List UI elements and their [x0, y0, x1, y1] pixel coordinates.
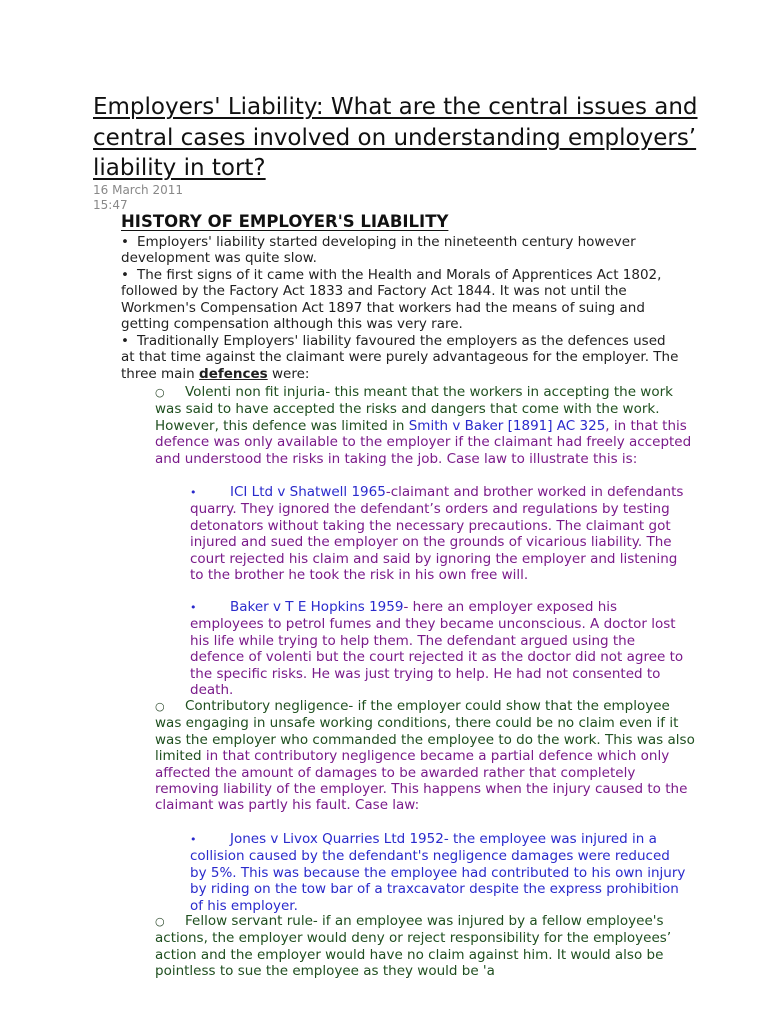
case-description: -claimant and brother worked in defendants quarry. They ignored the defendant’s orders and regulations by testing detonators without taking the necessary precautions. The claimant got injured and sued the employer on the grounds of vicarious liability. The court rejected his claim and said by ignoring the employer and listening to the brother he took the risk in his own free will. [190, 484, 684, 584]
page-title: Employers' Liability: What are the central issues and central cases involved on understanding employers’ liability in tort? [93, 94, 698, 181]
defence-contributory-negligence [155, 698, 700, 814]
bullet-icon: • [190, 833, 197, 846]
defence-volenti [155, 384, 700, 467]
hollow-bullet-icon: ○ [155, 915, 165, 928]
note-date: 16 March 2011 [93, 183, 184, 197]
bullet-icon: • [121, 267, 129, 283]
case-description: - the employee was injured in a collision caused by the defendant's negligence damages were reduced by 5%. This was because the employee had contributed to his own injury by riding on the tow bar of a traxcavator despite the express prohibition of his employer. [190, 831, 686, 914]
bullet-text-end: were: [267, 365, 310, 382]
case-smith-v-baker: Smith v Baker [1891] AC 325 [408, 417, 606, 434]
defences-emphasis: defences [199, 365, 268, 382]
bullet-text: Traditionally Employers' liability favoured the employers as the defences used at that time against the claimant were purely advantageous for the employer. The three main [121, 333, 679, 382]
contributory-text: Contributory negligence- if the employer could show that the employee was engaging in unsafe working conditions, there could be no claim even if it was the employer who commanded the employee to do the work. This was also limited [155, 698, 695, 765]
bullet-text: The first signs of it came with the Health and Morals of Apprentices Act 1802, followed by the Factory Act 1833 and Factory Act 1844. It was not until the Workmen's Compensation Act 1897 that workers had the means of suing and getting compensation although this was very rare. [121, 267, 662, 333]
hollow-bullet-icon: ○ [155, 386, 165, 399]
bullet-icon: • [121, 333, 129, 349]
case-name: Jones v Livox Quarries Ltd 1952 [230, 831, 444, 847]
bullet-icon: • [190, 486, 197, 499]
bullet-icon: • [121, 234, 129, 250]
bullet-item-3 [121, 333, 681, 382]
bullet-text: Employers' liability started developing in the nineteenth century however development was quite slow. [121, 234, 636, 267]
note-timestamp [93, 183, 183, 212]
bullet-icon: • [190, 601, 197, 614]
volenti-text: Volenti non fit injuria- this meant that the workers in accepting the work was said to have accepted the risks and dangers that come with the work. However, this defence was limited in [155, 384, 673, 434]
fellow-servant-text: Fellow servant rule- if an employee was injured by a fellow employee's actions, the employer would deny or reject responsibility for the employees’ action and the employer would have no claim against him. It would also be pointless to sue the employee as they would be 'a [155, 913, 672, 980]
hollow-bullet-icon: ○ [155, 700, 165, 713]
case-item-baker-hopkins [190, 599, 690, 698]
volenti-limitation-text: , in that this defence was only available to the employer if the claimant had freely accepted and understood the risks in taking the job. Case law to illustrate this is: [155, 417, 692, 467]
bullet-item-1 [121, 234, 681, 267]
case-name: Baker v T E Hopkins 1959 [230, 599, 404, 615]
case-item-jones-livox [190, 831, 690, 914]
case-description: - here an employer exposed his employees to petrol fumes and they became unconscious. A doctor lost his life while trying to help them. The defendant argued using the defence of volenti but the court rejected it as the doctor did not agree to the specific risks. He was just trying to help. He had not consented to death. [190, 599, 684, 699]
defence-fellow-servant [155, 913, 700, 980]
contributory-limitation-text: in that contributory negligence became a partial defence which only affected the amount of damages to be awarded rather that completely removing liability of the employer. This happens when the injury caused to the claimant was partly his fault. Case law: [155, 748, 688, 814]
case-name: ICI Ltd v Shatwell 1965 [230, 484, 386, 500]
bullet-item-2 [121, 267, 681, 333]
section-heading: HISTORY OF EMPLOYER'S LIABILITY [121, 212, 449, 231]
case-item-ici-shatwell [190, 484, 690, 583]
note-time: 15:47 [93, 197, 128, 212]
